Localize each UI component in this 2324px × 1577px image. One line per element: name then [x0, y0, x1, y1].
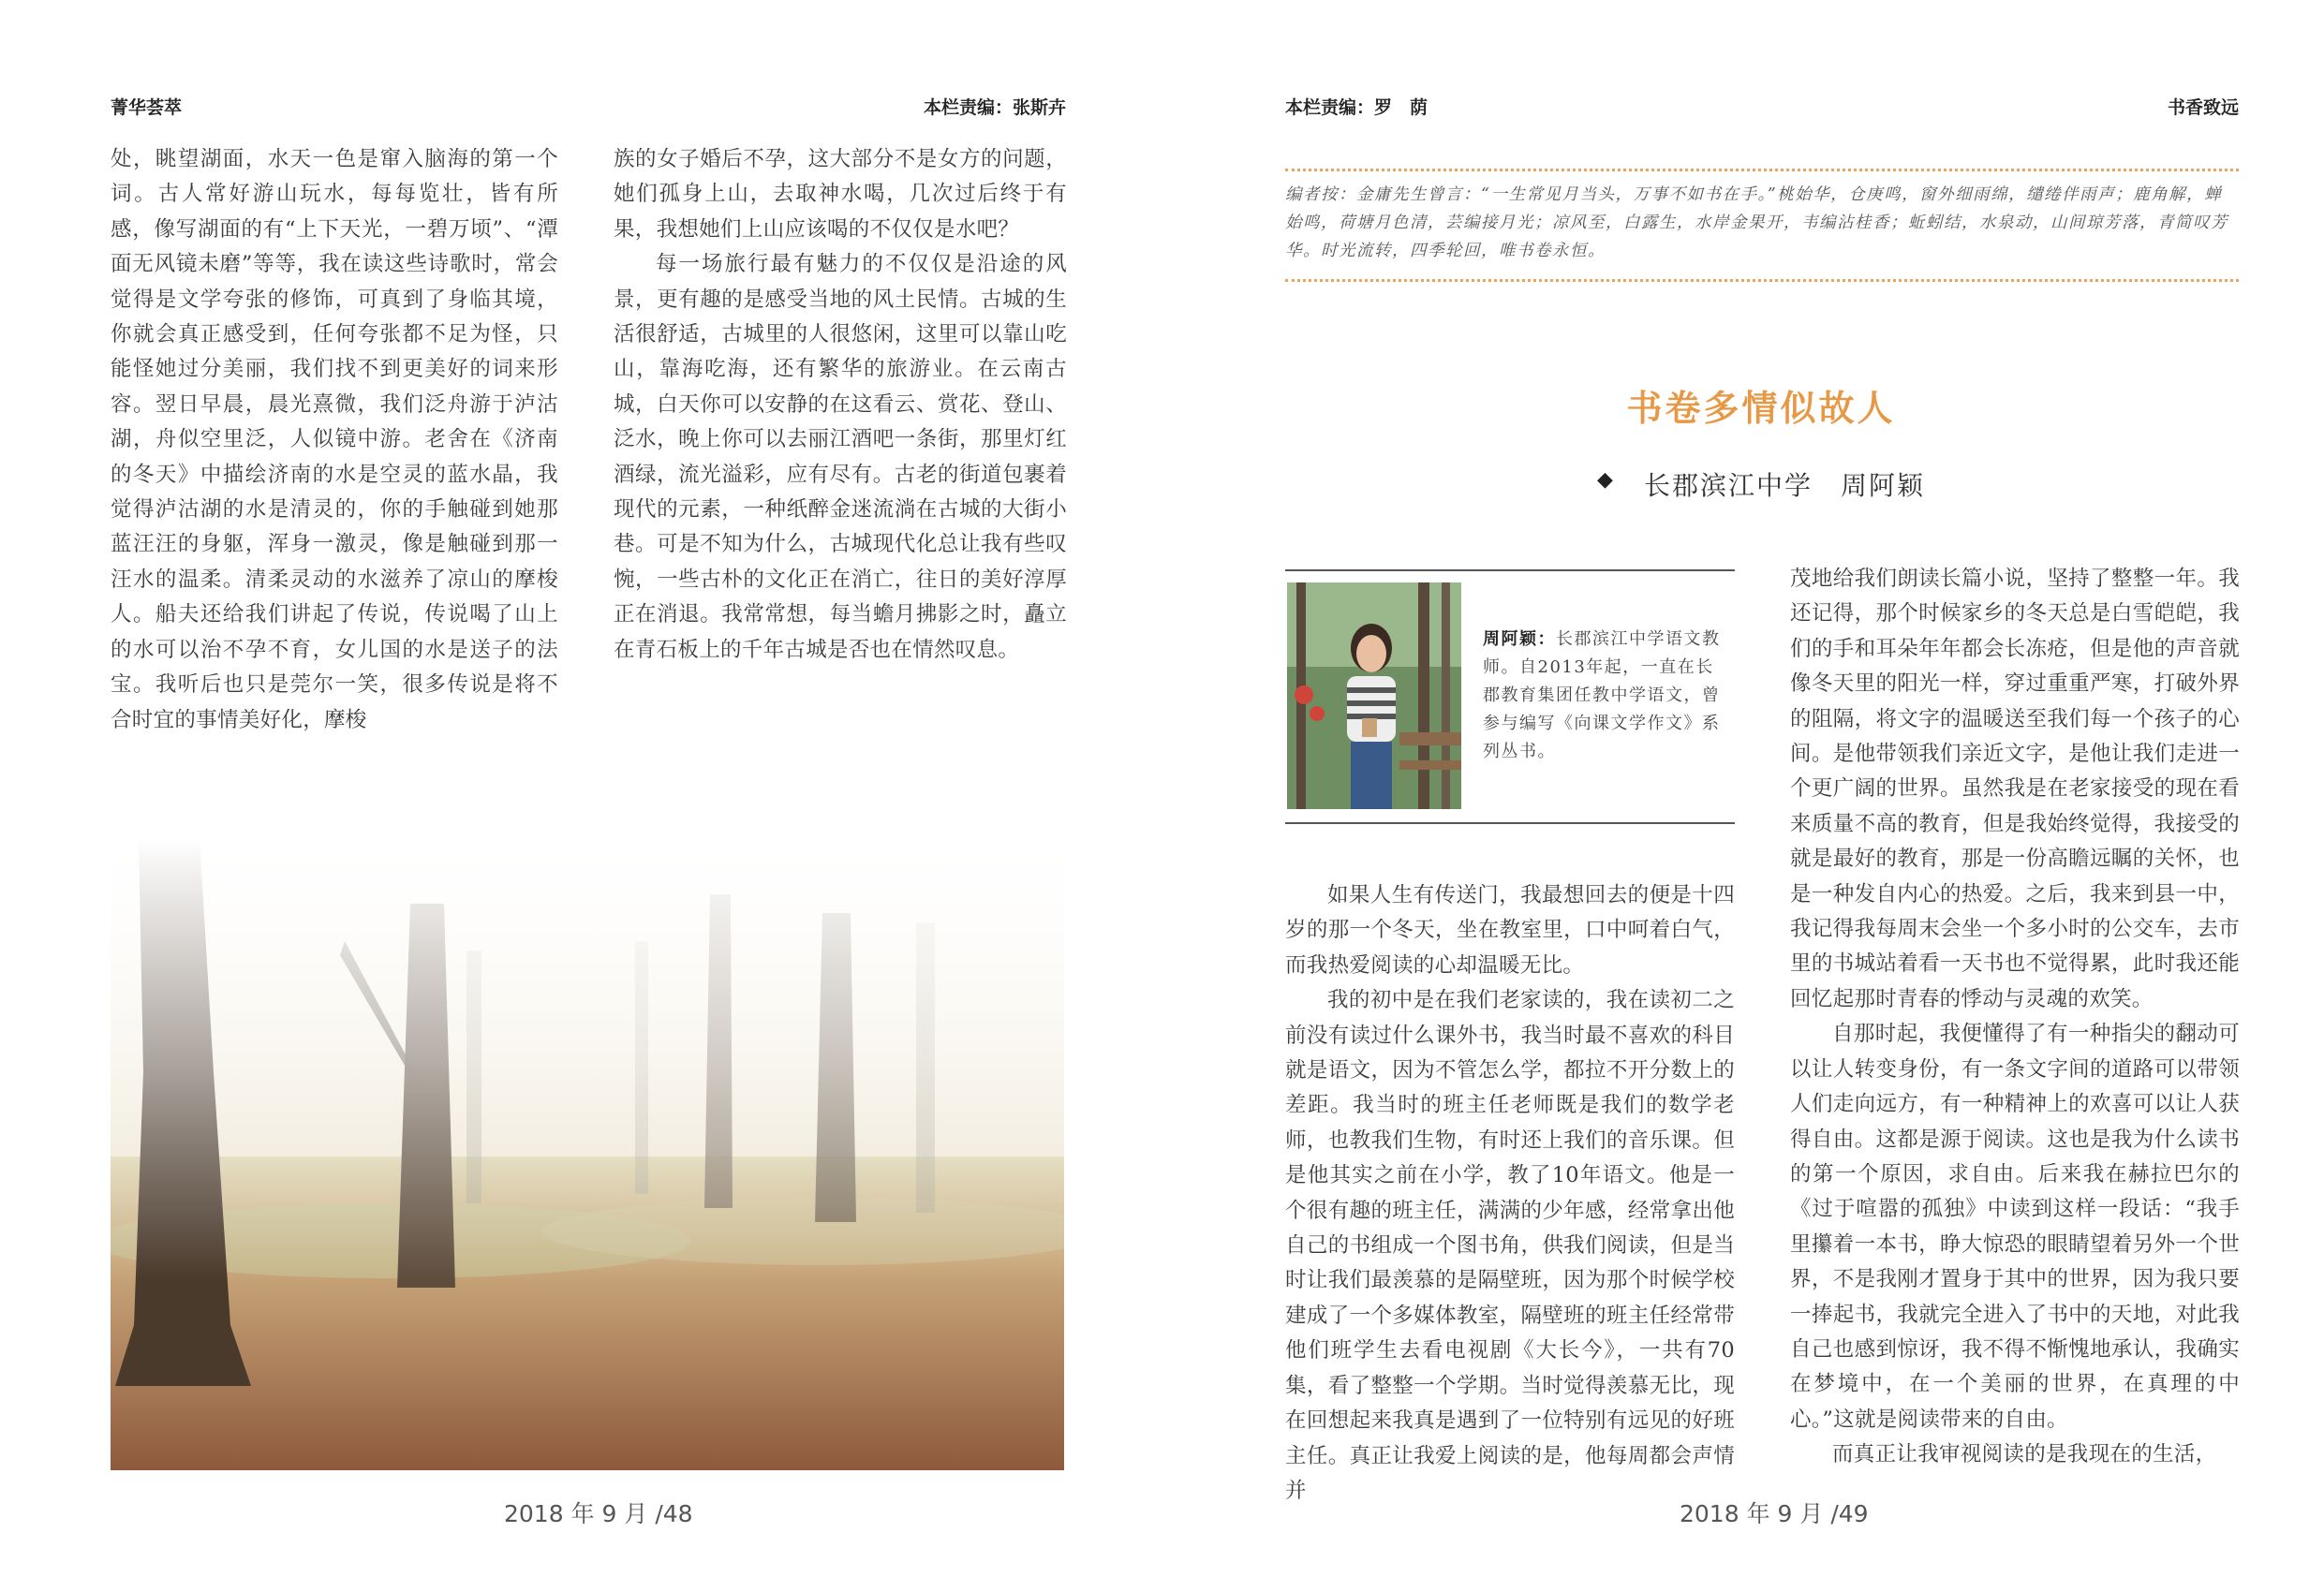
bio-text: 长郡滨江中学语文教师。自2013年起，一直在长郡教育集团任教中学语文，曾参与编写《向课文学作文》系列丛书。: [1483, 629, 1721, 761]
left-section-label: 菁华荟萃: [111, 97, 183, 118]
author-byline: 长郡滨江中学 周阿颖: [1644, 470, 1926, 501]
author-photo: [1287, 582, 1461, 809]
paragraph: 处，眺望湖面，水天一色是窜入脑海的第一个词。古人常好游山玩水，每每览壮，皆有所感，像写湖面的有“上下天光，一碧万顷”、“潭面无风镜未磨”等等，我在读这些诗歌时，常会觉得是文学夸张的修饰，可真到了身临其境，你就会真正感受到，任何夸张都不足为怪，只能怪她过分美丽，我们找不到更美好的词来形容。翌日早晨，晨光熹微，我们泛舟游于泸沽湖，舟似空里泛，人似镜中游。老舍在《济南的冬天》中描绘济南的水是空灵的蓝水晶，我觉得泸沽湖的水是清灵的，你的手触碰到她那蓝汪汪的身躯，浑身一激灵，像是触碰到那一汪水的温柔。清柔灵动的水滋养了凉山的摩梭人。船夫还给我们讲起了传说，传说喝了山上的水可以治不孕不育，女儿国的水是送子的法宝。我听后也只是莞尔一笑，很多传说是将不合时宜的事情美好化，摩梭: [111, 147, 558, 732]
paragraph: 族的女子婚后不孕，这大部分不是女方的问题，她们孤身上山，去取神水喝，几次过后终于有果，我想她们上山应该喝的不仅仅是水吧？: [614, 147, 1067, 242]
editor-note-top-rule: [1285, 169, 2239, 171]
paragraph: 如果人生有传送门，我最想回去的便是十四岁的那一个冬天，坐在教室里，口中呵着白气，而我热爱阅读的心却温暖无比。: [1285, 883, 1735, 978]
right-article-column-2: [1790, 562, 2240, 1473]
paragraph: 每一场旅行最有魅力的不仅仅是沿途的风景，更有趣的是感受当地的风土民情。古城的生活很舒适，古城里的人很悠闲，这里可以靠山吃山，靠海吃海，还有繁华的旅游业。在云南古城，白天你可以安静的在这看云、赏花、登山、泛水，晚上你可以去丽江酒吧一条街，那里灯红酒绿，流光溢彩，应有尽有。古老的街道包裹着现代的元素，一种纸醉金迷流淌在古城的大街小巷。可是不知为什么，古城现代化总让我有些叹惋，一些古朴的文化正在消亡，往日的美好淳厚正在消退。我常常想，每当蟾月拂影之时，矗立在青石板上的千年古城是否也在情然叹息。: [614, 252, 1067, 662]
diamond-icon: ◆: [1597, 468, 1613, 492]
right-editor-credit: 本栏责编：罗 荫: [1285, 97, 1428, 118]
author-bio: [1483, 626, 1726, 766]
left-page-number: 2018 年 9 月 /48: [504, 1500, 693, 1527]
forest-photo: [111, 838, 1064, 1470]
left-editor-credit: 本栏责编：张斯卉: [923, 97, 1066, 118]
paragraph: 而真正让我审视阅读的是我现在的生活，: [1832, 1442, 2217, 1467]
paragraph: 茂地给我们朗读长篇小说，坚持了整整一年。我还记得，那个时候家乡的冬天总是白雪皑皑，我们的手和耳朵年年都会长冻疮，但是他的声音就像冬天里的阳光一样，穿过重重严寒，打破外界的阻隔，将文字的温暖送至我们每一个孩子的心间。是他带领我们亲近文字，是他让我们走进一个更广阔的世界。虽然我是在老家接受的现在看来质量不高的教育，但是我始终觉得，我接受的就是最好的教育，那是一份高瞻远瞩的关怀，也是一种发自内心的热爱。之后，我来到县一中，我记得我每周末会坐一个多小时的公交车，去市里的书城站着看一天书也不觉得累，此时我还能回忆起那时青春的悸动与灵魂的欢笑。: [1790, 567, 2240, 1011]
bio-name: 周阿颖：: [1483, 629, 1556, 649]
paragraph: 我的初中是在我们老家读的，我在读初二之前没有读过什么课外书，我当时最不喜欢的科目就是语文，因为不管怎么学，都拉不开分数上的差距。我当时的班主任老师既是我们的数学老师，也教我们生物，有时还上我们的音乐课。但是他其实之前在小学，教了10年语文。他是一个很有趣的班主任，满满的少年感，经常拿出他自己的书组成一个图书角，供我们阅读，但是当时让我们最羡慕的是隔壁班，因为那个时候学校建成了一个多媒体教室，隔壁班的班主任经常带他们班学生去看电视剧《大长今》，一共有70集，看了整整一个学期。当时觉得羡慕无比，现在回想起来我真是遇到了一位特别有远见的好班主任。真正让我爱上阅读的是，他每周都会声情并: [1285, 988, 1735, 1503]
left-article-column-2: [614, 142, 1067, 668]
right-article-column-1: [1285, 878, 1735, 1509]
article-title: 书卷多情似故人: [1626, 387, 1896, 429]
bio-bottom-rule: [1285, 822, 1735, 824]
bio-top-rule: [1285, 569, 1735, 571]
left-article-column-1: [111, 142, 558, 738]
paragraph: 自那时起，我便懂得了有一种指尖的翻动可以让人转变身份，有一条文字间的道路可以带领人们走向远方，有一种精神上的欢喜可以让人获得自由。这都是源于阅读。这也是我为什么读书的第一个原因，求自由。后来我在赫拉巴尔的《过于喧嚣的孤独》中读到这样一段话：“我手里攥着一本书，睁大惊恐的眼睛望着另外一个世界，不是我刚才置身于其中的世界，因为我只要一捧起书，我就完全进入了书中的天地，对此我自己也感到惊讶，我不得不惭愧地承认，我确实在梦境中，在一个美丽的世界，在真理的中心。”这就是阅读带来的自由。: [1790, 1022, 2240, 1432]
right-section-label: 书香致远: [2167, 97, 2239, 118]
editor-note-bottom-rule: [1285, 279, 2239, 282]
editor-note: 编者按：金庸先生曾言：“一生常见月当头，万事不如书在手。”桃始华，仓庚鸣，窗外细雨绵，缱绻伴雨声；鹿角解，蝉始鸣，荷塘月色清，芸编接月光；凉风至，白露生，水岸金果开，韦编沾桂香；蚯蚓结，水泉动，山间琼芳落，青简叹芳华。时光流转，四季轮回，唯书卷永恒。: [1285, 185, 2228, 260]
right-page-number: 2018 年 9 月 /49: [1680, 1500, 1869, 1527]
